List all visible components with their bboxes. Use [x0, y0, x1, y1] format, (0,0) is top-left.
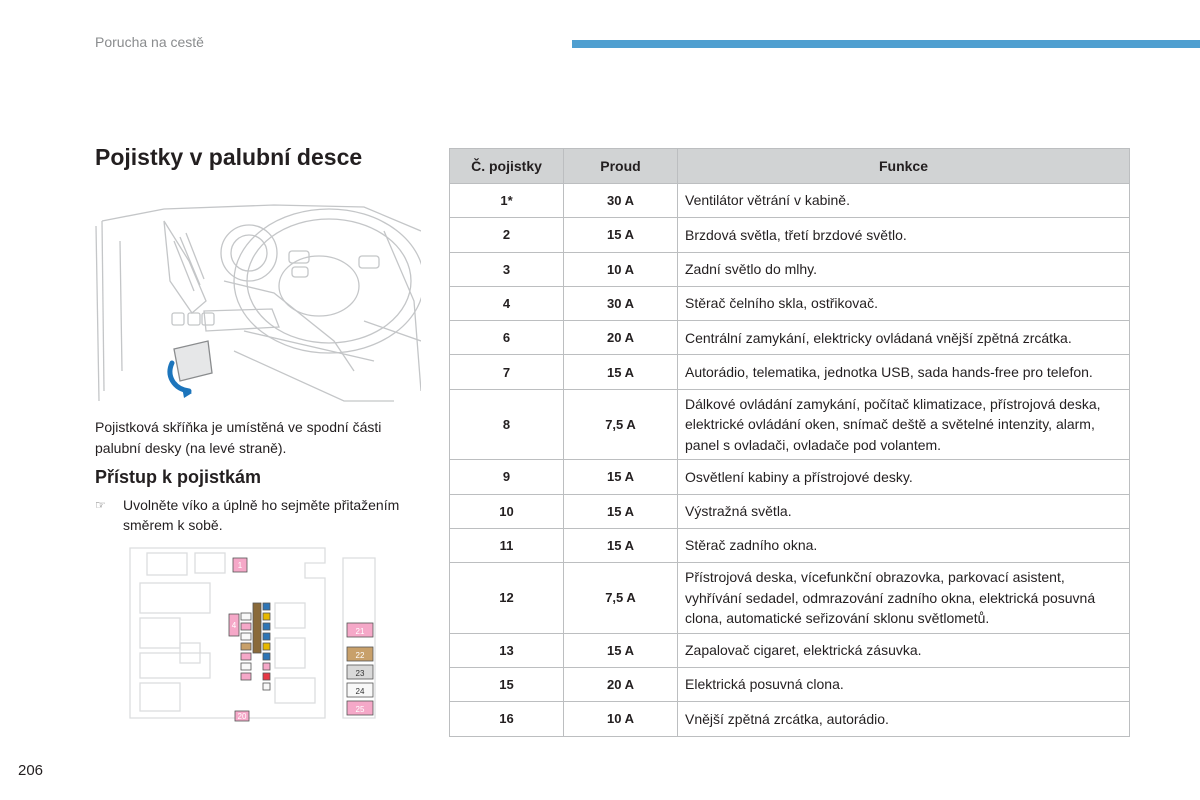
instruction-item: [95, 495, 425, 535]
fuse-current: 30 A: [564, 286, 678, 320]
table-header-row: [450, 149, 1130, 184]
fuse-current: 15 A: [564, 218, 678, 252]
fuse-current: 15 A: [564, 460, 678, 494]
fuse-number: 11: [450, 528, 564, 562]
table-row: [450, 633, 1130, 667]
table-row: [450, 460, 1130, 494]
table-row: [450, 286, 1130, 320]
fuse-function: Ventilátor větrání v kabině.: [678, 184, 1130, 218]
fuse-function: Osvětlení kabiny a přístrojové desky.: [678, 460, 1130, 494]
fuse-label: 21: [355, 627, 365, 636]
fuse-label: 24: [355, 687, 365, 696]
pointing-hand-icon: ☞: [95, 498, 106, 512]
fuse-number: 8: [450, 389, 564, 460]
fuse-function: Zadní světlo do mlhy.: [678, 252, 1130, 286]
table-row: [450, 528, 1130, 562]
fuse-current: 7,5 A: [564, 563, 678, 634]
fuse-function: Stěrač čelního skla, ostřikovač.: [678, 286, 1130, 320]
fuse-number: 2: [450, 218, 564, 252]
fuse-number: 6: [450, 321, 564, 355]
page-number: 206: [18, 762, 44, 779]
fuse-current: 10 A: [564, 252, 678, 286]
instruction-text: Uvolněte víko a úplně ho sejměte přitažením směrem k sobě.: [123, 497, 400, 533]
page-title: Pojistky v palubní desce: [95, 144, 363, 170]
table-row: [450, 355, 1130, 389]
fuse-label: 4: [231, 621, 237, 630]
column-header-function: Funkce: [678, 149, 1130, 184]
fuse-current: 7,5 A: [564, 389, 678, 460]
fuse-current: 15 A: [564, 355, 678, 389]
fuse-function: Autorádio, telematika, jednotka USB, sada hands-free pro telefon.: [678, 355, 1130, 389]
dashboard-illustration: [94, 201, 421, 411]
table-row: [450, 389, 1130, 460]
fuse-function: Centrální zamykání, elektricky ovládaná vnější zpětná zrcátka.: [678, 321, 1130, 355]
header-accent-bar: [572, 40, 1200, 48]
table-row: [450, 184, 1130, 218]
column-header-current: Proud: [564, 149, 678, 184]
fuse-current: 15 A: [564, 494, 678, 528]
table-row: [450, 321, 1130, 355]
section-header: Porucha na cestě: [95, 34, 204, 50]
section-subtitle: Přístup k pojistkám: [95, 467, 262, 487]
fuse-number: 9: [450, 460, 564, 494]
fuse-function: Stěrač zadního okna.: [678, 528, 1130, 562]
table-row: [450, 563, 1130, 634]
table-row: [450, 702, 1130, 736]
column-header-fuse-number: Č. pojistky: [450, 149, 564, 184]
fuse-current: 20 A: [564, 667, 678, 701]
fuse-function: Elektrická posuvná clona.: [678, 667, 1130, 701]
fuse-number: 1*: [450, 184, 564, 218]
fuse-function: Brzdová světla, třetí brzdové světlo.: [678, 218, 1130, 252]
fuse-number: 13: [450, 633, 564, 667]
fuse-number: 10: [450, 494, 564, 528]
fuse-function: Zapalovač cigaret, elektrická zásuvka.: [678, 633, 1130, 667]
fuse-label: 1: [237, 561, 243, 570]
fuse-number: 3: [450, 252, 564, 286]
fuse-function: Výstražná světla.: [678, 494, 1130, 528]
table-row: [450, 667, 1130, 701]
fuse-label: 22: [355, 651, 365, 660]
fuse-current: 20 A: [564, 321, 678, 355]
fuse-number: 12: [450, 563, 564, 634]
table-row: [450, 218, 1130, 252]
fuse-function: Přístrojová deska, vícefunkční obrazovka, parkovací asistent, vyhřívání sedadel, odmrazování zadního okna, elektrická posuvná clona, automatické seřizování sklonu světlometů.: [678, 563, 1130, 634]
fuse-function: Vnější zpětná zrcátka, autorádio.: [678, 702, 1130, 736]
fuse-current: 10 A: [564, 702, 678, 736]
fusebox-location-text: Pojistková skříňka je umístěná ve spodní části palubní desky (na levé straně).: [95, 419, 382, 456]
fuse-current: 30 A: [564, 184, 678, 218]
fuse-number: 16: [450, 702, 564, 736]
fuse-label: 25: [355, 705, 365, 714]
fuse-table: [449, 148, 1130, 737]
fuse-number: 15: [450, 667, 564, 701]
fuse-number: 4: [450, 286, 564, 320]
fuse-number: 7: [450, 355, 564, 389]
fusebox-diagram: [125, 543, 390, 723]
fuse-function: Dálkové ovládání zamykání, počítač klimatizace, přístrojová deska, elektrické ovládání oken, snímač deště a světelné intenzity, alarm, panel s ovladači, ovladače pod volantem.: [678, 389, 1130, 460]
table-row: [450, 252, 1130, 286]
fuse-current: 15 A: [564, 528, 678, 562]
table-row: [450, 494, 1130, 528]
fuse-label: 20: [237, 712, 247, 721]
fuse-current: 15 A: [564, 633, 678, 667]
fuse-label: 23: [355, 669, 365, 678]
